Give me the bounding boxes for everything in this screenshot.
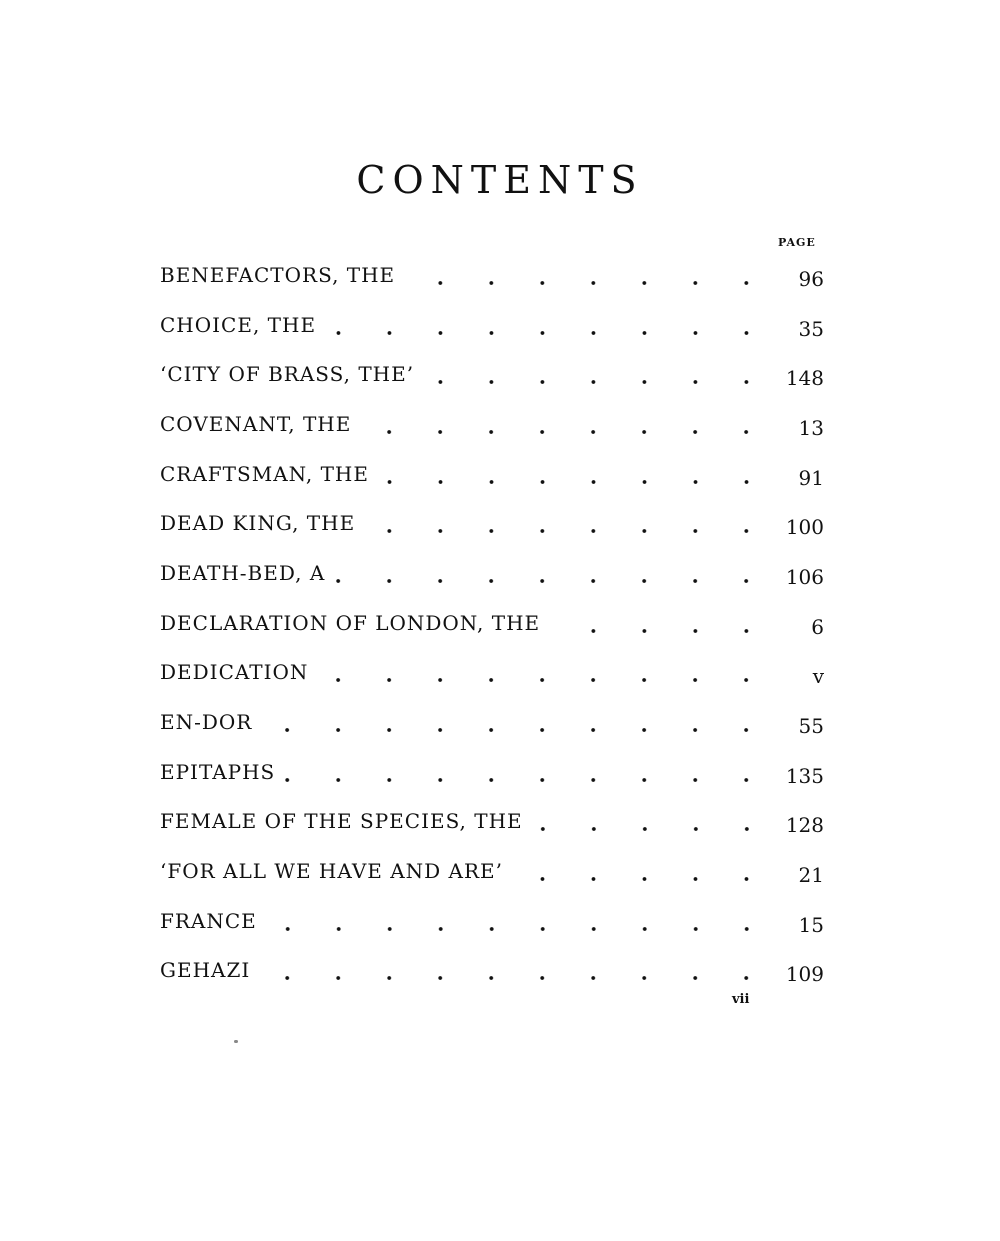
dot-leader [326,323,772,343]
contents-list [160,250,824,995]
entry-page-number: 106 [785,564,824,589]
dot-leader [405,273,772,293]
dot-leader [379,472,772,492]
entry-page-number: 55 [798,714,824,739]
dot-leader [335,571,772,591]
toc-entry [160,399,824,449]
entry-title: CHOICE, THE [160,313,322,337]
entry-page-number: 96 [798,266,824,291]
dot-leader [365,521,772,541]
entry-title: FEMALE OF THE SPECIES, THE [160,809,529,833]
page-column-label: PAGE [778,236,816,249]
entry-page-number: 100 [785,515,824,540]
dot-leader [424,372,772,392]
toc-entry [160,300,824,350]
dot-leader [285,770,772,790]
toc-entry [160,896,824,946]
entry-title: DECLARATION OF LONDON, THE [160,611,546,635]
dot-leader [533,819,772,839]
entry-page-number: 91 [798,465,824,490]
dot-leader [550,621,772,641]
entry-page-number: v [812,664,824,689]
toc-entry [160,747,824,797]
paper-speck [234,1040,238,1043]
entry-title: EN-DOR [160,710,258,734]
dot-leader [318,670,772,690]
toc-entry [160,846,824,896]
entry-title: DEDICATION [160,660,314,684]
entry-title: ‘CITY OF BRASS, THE’ [160,362,420,386]
entry-page-number: 13 [798,415,824,440]
entry-page-number: 128 [785,813,824,838]
entry-page-number: 109 [785,962,824,987]
entry-title: FRANCE [160,909,263,933]
toc-entry [160,449,824,499]
entry-title: EPITAPHS [160,760,281,784]
dot-leader [513,869,772,889]
entry-page-number: 148 [785,366,824,391]
entry-title: CRAFTSMAN, THE [160,462,375,486]
entry-title: GEHAZI [160,958,256,982]
toc-entry [160,250,824,300]
entry-title: ‘FOR ALL WE HAVE AND ARE’ [160,859,509,883]
dot-leader [267,919,772,939]
entry-title: BENEFACTORS, THE [160,263,401,287]
entry-page-number: 15 [798,912,824,937]
toc-entry [160,548,824,598]
entry-page-number: 35 [798,316,824,341]
toc-entry [160,946,824,996]
dot-leader [260,968,772,988]
toc-entry [160,498,824,548]
dot-leader [361,422,772,442]
entry-page-number: 21 [798,863,824,888]
entry-title: COVENANT, THE [160,412,357,436]
entry-title: DEATH-BED, A [160,561,331,585]
entry-page-number: 6 [811,614,824,639]
page-title: CONTENTS [356,158,644,202]
toc-entry [160,598,824,648]
toc-entry [160,797,824,847]
toc-entry [160,648,824,698]
toc-entry [160,697,824,747]
toc-entry [160,349,824,399]
dot-leader [262,720,772,740]
entry-page-number: 135 [785,763,824,788]
folio-page-number: vii [732,992,750,1007]
entry-title: DEAD KING, THE [160,511,361,535]
